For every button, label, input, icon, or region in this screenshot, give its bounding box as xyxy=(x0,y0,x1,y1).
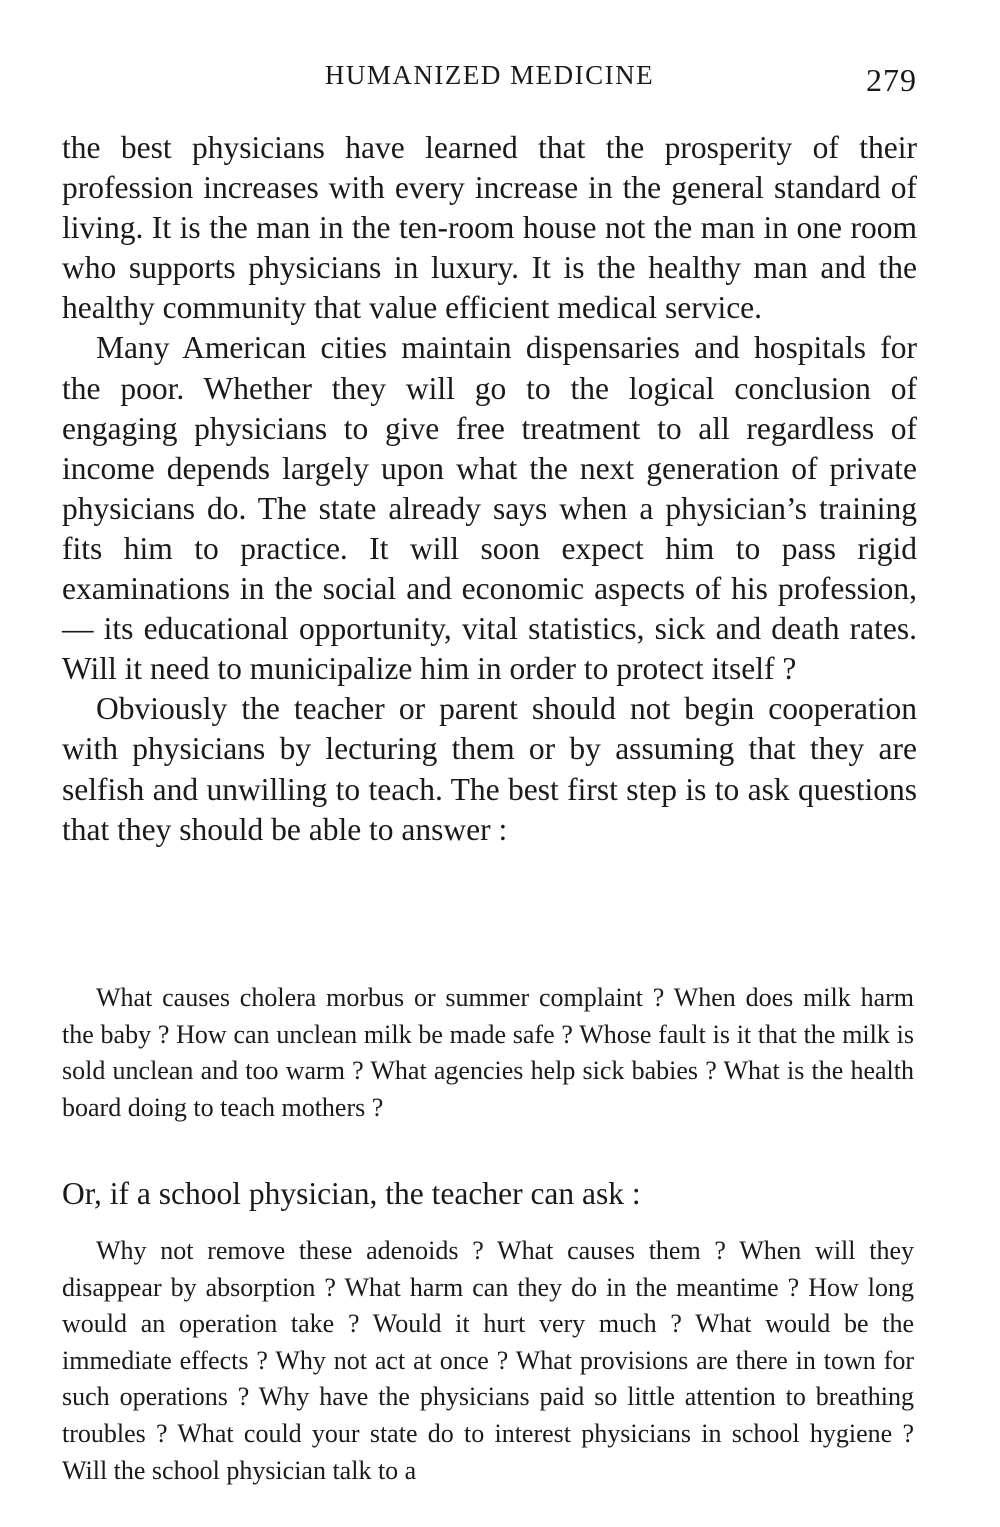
quote-block-adenoid-questions: Why not remove these adenoids ? What causes them ? When will they disappear by absorption ? What harm can they do in the meantime ? How long would an operation take ? Would it hurt very much ? What would be the immediate effects ? Why not act at once ? What provisions are there in town for such operations ? Why have the physicians paid so little attention to breathing troubles ? What could your state do to interest physicians in school hygiene ? Will the school physician talk to a xyxy=(62,1236,914,1485)
paragraph-continued: the best physicians have learned that the prosperity of their profession increases with every increase in the general standard of living. It is the man in the ten-room house not the man in one room who supports physicians in luxury. It is the healthy man and the healthy community that value efficient medical service. xyxy=(62,130,917,326)
paragraph-cooperation: Obviously the teacher or parent should not begin cooperation with physicians by lecturing them or by assuming that they are selfish and unwilling to teach. The best first step is to ask questions that they should be able to answer : xyxy=(62,691,917,847)
paragraph-dispensaries: Many American cities maintain dispensaries and hospitals for the poor. Whether they will go to the logical conclusion of engaging physicians to give free treatment to all regardless of income depends largely upon what the next generation of private physicians do. The state already says when a physician’s training fits him to practice. It will soon expect him to pass rigid examinations in the social and economic aspects of his profession, — its educational opportunity, vital statistics, sick and death rates. Will it need to municipalize him in order to protect itself ? xyxy=(62,330,917,687)
quote-block-milk-questions: What causes cholera morbus or summer complaint ? When does milk harm the baby ? How can unclean milk be made safe ? Whose fault is it that the milk is sold unclean and too warm ? What agencies help sick babies ? What is the health board doing to teach mothers ? xyxy=(62,983,914,1122)
body-text xyxy=(62,128,917,850)
running-title: HUMANIZED MEDICINE xyxy=(324,60,655,90)
running-head xyxy=(62,58,917,98)
lead-in-school-physician: Or, if a school physician, the teacher can ask : xyxy=(62,1176,641,1211)
page-number: 279 xyxy=(866,62,917,98)
